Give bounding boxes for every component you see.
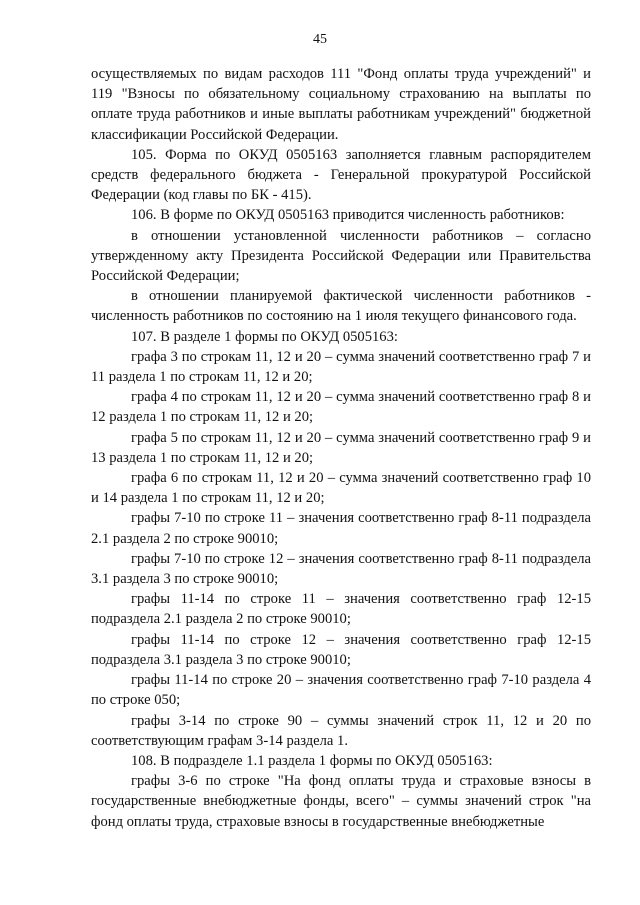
paragraph: осуществляемых по видам расходов 111 "Фонд оплаты труда учреждений" и 119 "Взносы по обязательному социальному страхованию на выплаты по оплате труда работников и иные выплаты работникам учреждений" бюджетной классификации Российской Федерации. (91, 66, 591, 143)
document-body (91, 64, 591, 832)
page-number: 45 (313, 32, 327, 47)
paragraph: графа 3 по строкам 11, 12 и 20 – сумма значений соответственно граф 7 и 11 раздела 1 по строкам 11, 12 и 20; (91, 348, 591, 386)
paragraph: 105. Форма по ОКУД 0505163 заполняется главным распорядителем средств федерального бюджета - Генеральной прокуратурой Российской Федерации (код главы по БК - 415). (91, 146, 591, 204)
paragraph: 107. В разделе 1 формы по ОКУД 0505163: (131, 328, 398, 345)
paragraph: графы 7-10 по строке 12 – значения соответственно граф 8-11 подраздела 3.1 раздела 3 по строке 90010; (91, 550, 591, 588)
paragraph: 108. В подразделе 1.1 раздела 1 формы по ОКУД 0505163: (131, 752, 493, 769)
paragraph: графы 7-10 по строке 11 – значения соответственно граф 8-11 подраздела 2.1 раздела 2 по строке 90010; (91, 510, 591, 547)
paragraph: графа 5 по строкам 11, 12 и 20 – сумма значений соответственно граф 9 и 13 раздела 1 по строкам 11, 12 и 20; (91, 429, 591, 466)
paragraph: графа 6 по строкам 11, 12 и 20 – сумма значений соответственно граф 10 и 14 раздела 1 по строкам 11, 12 и 20; (91, 470, 591, 507)
paragraph: графы 11-14 по строке 12 – значения соответственно граф 12-15 подраздела 3.1 раздела 3 по строке 90010; (91, 631, 591, 668)
paragraph: в отношении установленной численности работников – согласно утвержденному акту Президента Российской Федерации или Правительства Российской Федерации; (91, 227, 591, 285)
paragraph: графа 4 по строкам 11, 12 и 20 – сумма значений соответственно граф 8 и 12 раздела 1 по строкам 11, 12 и 20; (91, 389, 591, 426)
paragraph: графы 3-14 по строке 90 – суммы значений строк 11, 12 и 20 по соответствующим графам 3-14 раздела 1. (91, 712, 591, 749)
paragraph: в отношении планируемой фактической численности работников - численность работников по состоянию на 1 июля текущего финансового года. (91, 288, 591, 325)
paragraph: 106. В форме по ОКУД 0505163 приводится численность работников: (131, 207, 565, 224)
paragraph: графы 11-14 по строке 11 – значения соответственно граф 12-15 подраздела 2.1 раздела 2 по строке 90010; (91, 591, 591, 628)
paragraph: графы 3-6 по строке "На фонд оплаты труда и страховые взносы в государственные внебюджетные фонды, всего" – суммы значений строк "на фонд оплаты труда, страховые взносы в государственные внебюджетные (91, 773, 591, 830)
paragraph: графы 11-14 по строке 20 – значения соответственно граф 7-10 раздела 4 по строке 050; (91, 672, 591, 709)
